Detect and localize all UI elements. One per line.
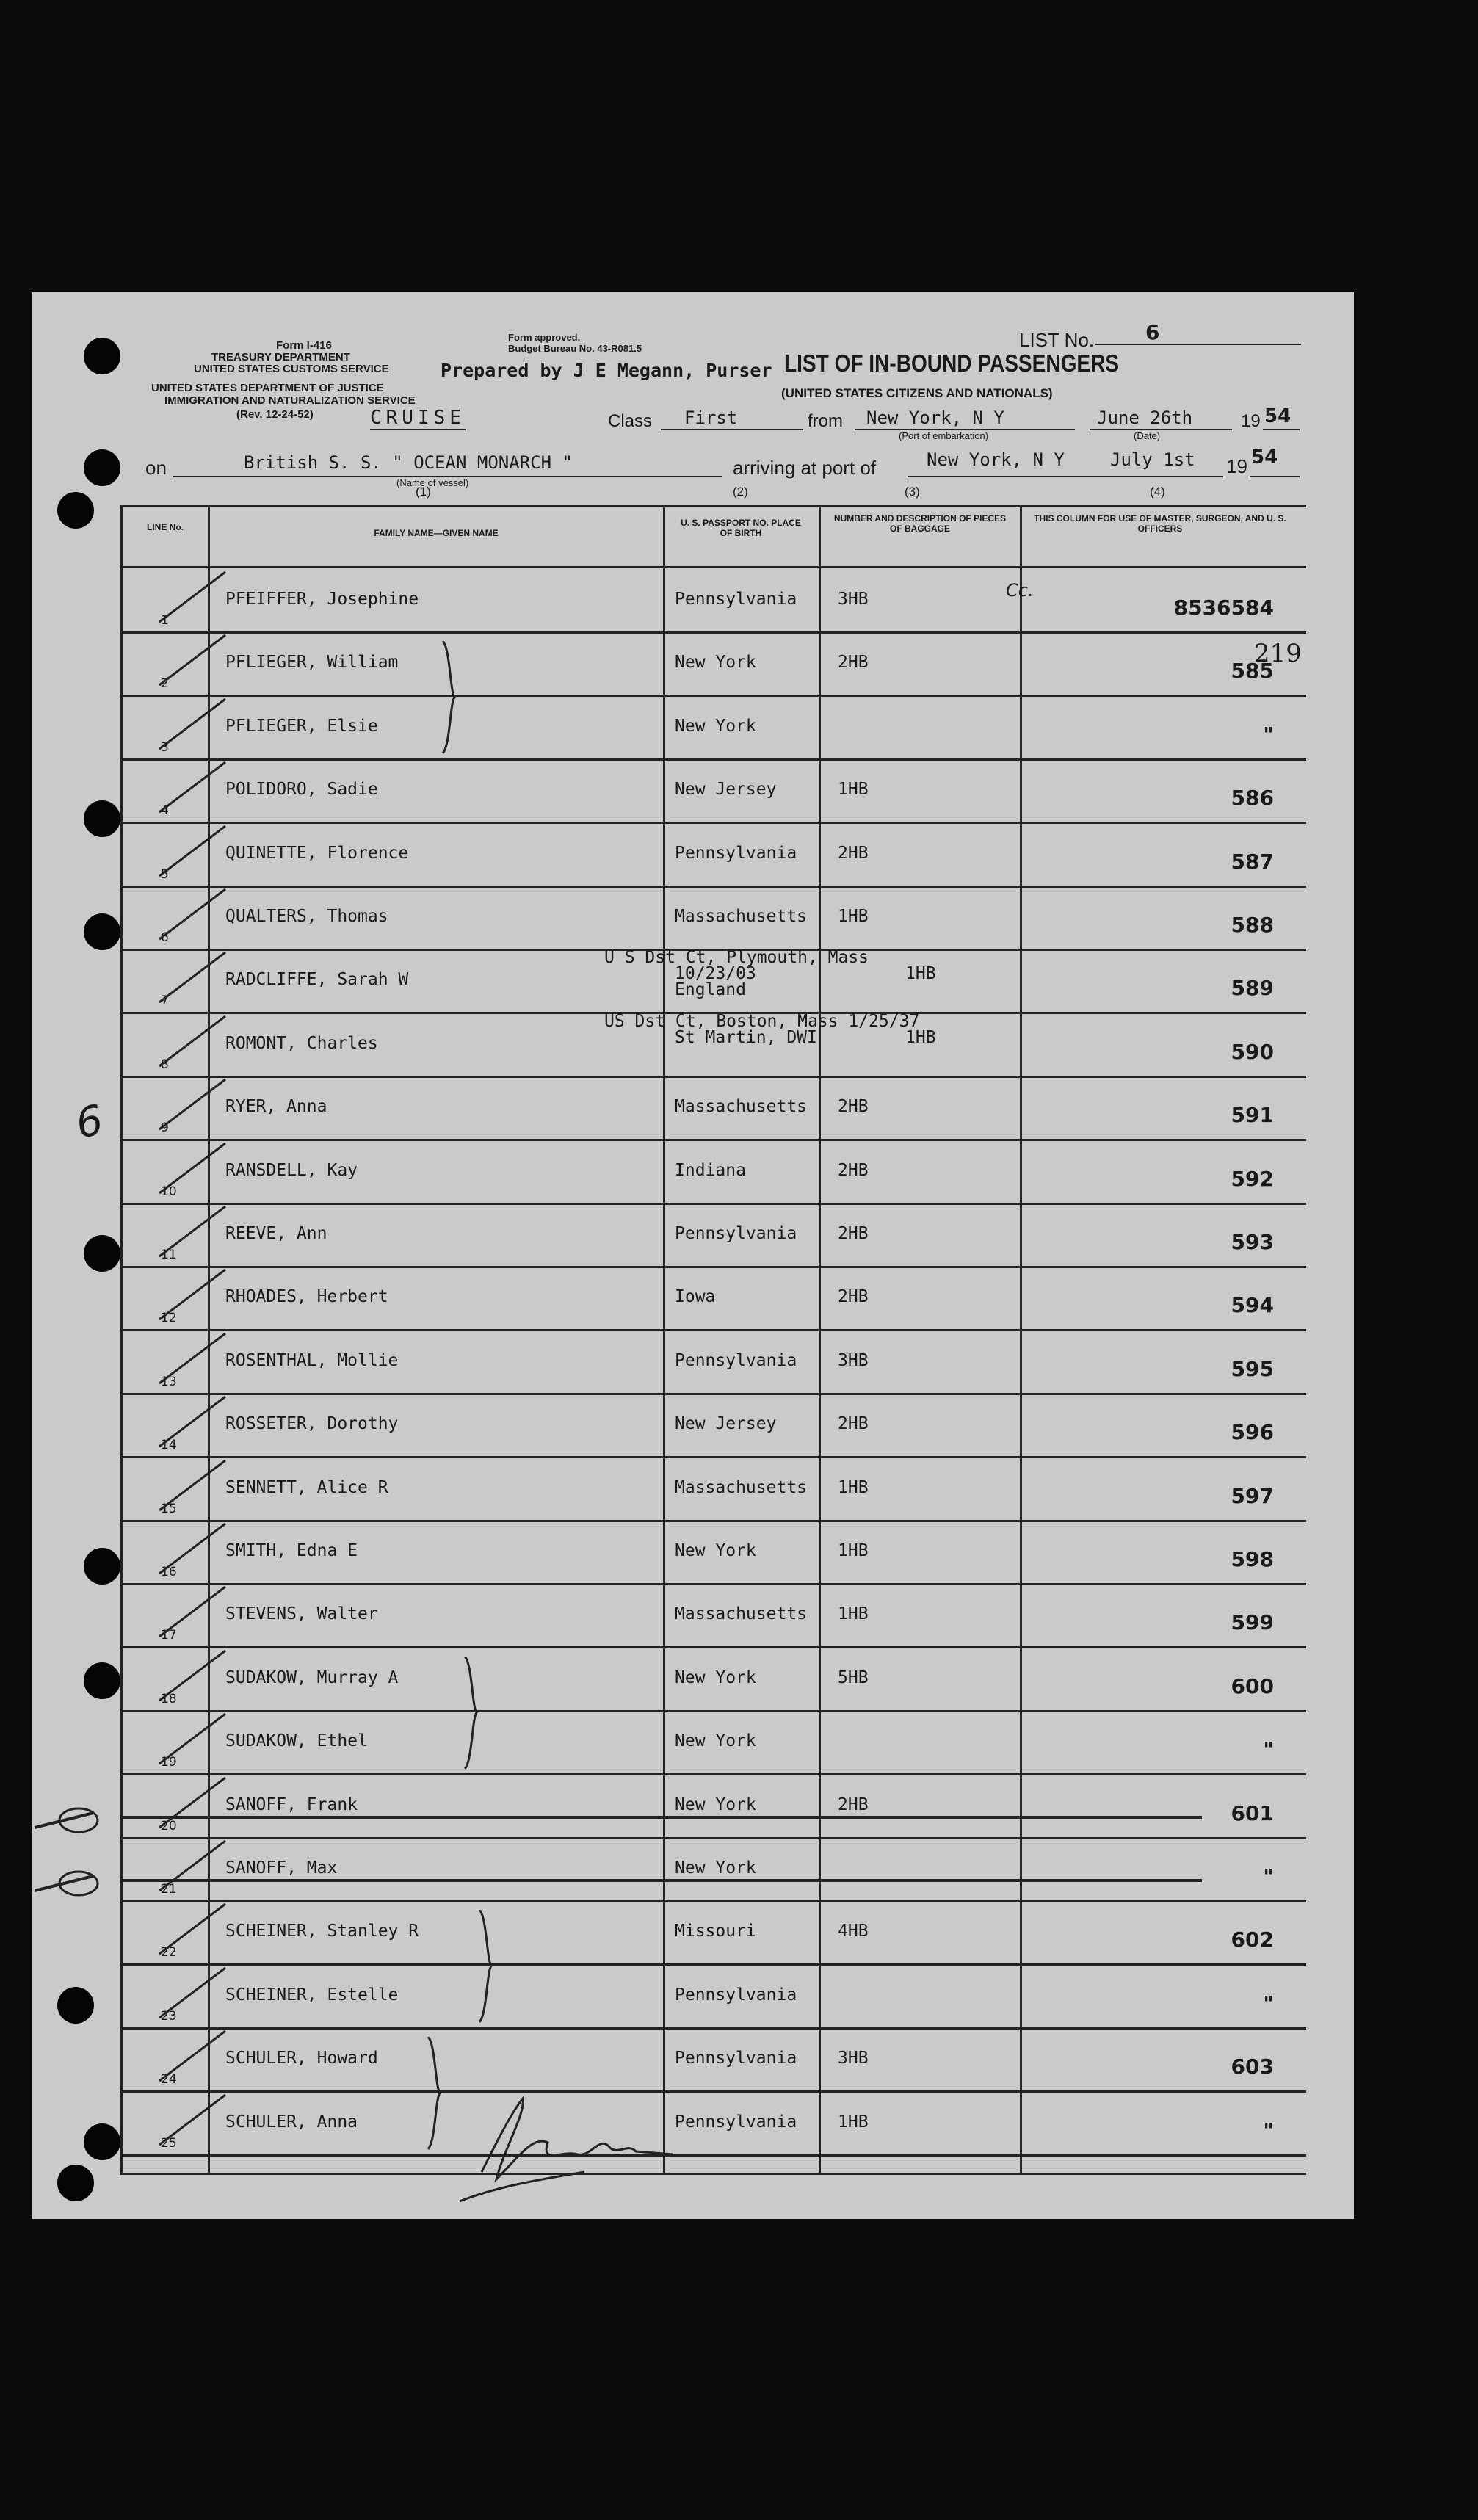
- officer-number: 585: [1231, 659, 1274, 684]
- place-of-birth: New Jersey: [675, 1414, 777, 1434]
- dept-immigration: IMMIGRATION AND NATURALIZATION SERVICE: [164, 394, 416, 407]
- departure-year: 54: [1264, 405, 1292, 427]
- check-mark: [152, 2024, 233, 2090]
- caption-2: (2): [733, 485, 748, 499]
- col-header-officers: THIS COLUMN FOR USE OF MASTER, SURGEON, AND U. S. OFFICERS: [1034, 513, 1286, 534]
- baggage: 1HB: [838, 1477, 869, 1497]
- strike-through: [35, 1791, 1209, 1835]
- place-of-birth: Indiana: [675, 1160, 746, 1180]
- binder-hole: [84, 800, 120, 837]
- baggage: 3HB: [838, 2049, 869, 2068]
- line-number: 23: [161, 2008, 177, 2024]
- line-number: 22: [161, 1945, 177, 1960]
- line-number: 8: [161, 1057, 169, 1072]
- check-mark: [152, 1706, 233, 1773]
- line-number: 16: [161, 1565, 177, 1579]
- passenger-name: SCHULER, Howard: [225, 2049, 378, 2068]
- form-id: Form I-416: [276, 339, 332, 352]
- line-number: 1: [161, 613, 169, 628]
- budget-bureau: Budget Bureau No. 43-R081.5: [508, 343, 642, 354]
- check-mark: [152, 1136, 233, 1202]
- departure-date: June 26th: [1097, 408, 1193, 428]
- place-of-birth: New York: [675, 653, 756, 673]
- passenger-name: ROMONT, Charles: [225, 1033, 378, 1053]
- vessel-caption: (Name of vessel): [396, 477, 469, 488]
- check-mark: [152, 1516, 233, 1582]
- passenger-name: SUDAKOW, Ethel: [225, 1731, 368, 1751]
- officer-number: ": [1263, 2118, 1274, 2143]
- baggage: 2HB: [838, 1795, 869, 1814]
- officer-number: 596: [1231, 1420, 1274, 1445]
- table-row: [123, 1712, 1306, 1775]
- naturalization-date-or-birthplace: St Martin, DWI: [675, 1027, 817, 1047]
- table-row: [123, 1776, 1306, 1839]
- baggage: 1HB: [838, 2112, 869, 2132]
- page-title: LIST OF IN-BOUND PASSENGERS: [784, 350, 1120, 377]
- place-of-birth: Massachusetts: [675, 1604, 808, 1624]
- family-bracket: [424, 2037, 446, 2164]
- baggage: 1HB: [905, 964, 936, 984]
- baggage: 1HB: [838, 1541, 869, 1560]
- place-of-birth: Massachusetts: [675, 907, 808, 926]
- binder-hole: [84, 338, 120, 374]
- place-of-birth: Massachusetts: [675, 1477, 808, 1497]
- table-row: [123, 1142, 1306, 1205]
- arrival-date: July 1st: [1110, 449, 1195, 470]
- officer-number: 597: [1231, 1483, 1274, 1508]
- passenger-name: STEVENS, Walter: [225, 1604, 378, 1624]
- table-row: [123, 1332, 1306, 1395]
- line-number: 15: [161, 1501, 177, 1516]
- check-mark: [152, 1579, 233, 1645]
- baggage: 2HB: [838, 1414, 869, 1434]
- table-row: [123, 1078, 1306, 1141]
- on-label: on: [145, 457, 167, 479]
- officer-number: 589: [1231, 976, 1274, 1001]
- date-line: [1090, 429, 1232, 430]
- line-number: 9: [161, 1120, 169, 1136]
- officer-number: ": [1263, 1737, 1274, 1762]
- arrival-line: [908, 476, 1223, 477]
- officer-number: ": [1263, 1991, 1274, 2016]
- table-row: [123, 1459, 1306, 1522]
- place-of-birth: Pennsylvania: [675, 1350, 797, 1370]
- passenger-name: QUINETTE, Florence: [225, 843, 409, 863]
- table-row: [123, 1585, 1306, 1648]
- check-mark: [152, 945, 233, 1011]
- place-of-birth: New York: [675, 1858, 756, 1878]
- table-row: [123, 1902, 1306, 1966]
- line-number: 17: [161, 1628, 177, 1643]
- check-mark: [152, 1389, 233, 1455]
- table-row: [123, 698, 1306, 761]
- table-row: [123, 1649, 1306, 1712]
- page-number-annotation: 219: [1254, 639, 1302, 668]
- passenger-table: [120, 505, 1306, 2175]
- table-row: [123, 1522, 1306, 1585]
- table-row: [123, 2030, 1306, 2093]
- cc-annotation: Cc.: [1006, 580, 1034, 601]
- from-label: from: [808, 411, 843, 431]
- table-row: [123, 948, 1306, 1014]
- passenger-name: RYER, Anna: [225, 1097, 327, 1117]
- family-bracket: [475, 1910, 497, 2037]
- year-line: [1263, 429, 1300, 430]
- vessel-name: British S. S. " OCEAN MONARCH ": [244, 452, 573, 473]
- baggage: 2HB: [838, 843, 869, 863]
- check-mark: [152, 819, 233, 885]
- line-number: 14: [161, 1438, 177, 1453]
- binder-hole: [84, 1662, 120, 1699]
- binder-hole: [57, 492, 94, 529]
- table-row: [123, 1268, 1306, 1331]
- naturalization-note: US Dst Ct, Boston, Mass 1/25/37: [604, 1011, 920, 1031]
- page-subtitle: (UNITED STATES CITIZENS AND NATIONALS): [781, 386, 1053, 400]
- baggage: 1HB: [905, 1027, 936, 1047]
- caption-4: (4): [1150, 485, 1165, 499]
- place-of-birth: Iowa: [675, 1287, 716, 1307]
- prepared-by: Prepared by J E Megann, Purser: [441, 360, 772, 381]
- list-no: 6: [1145, 320, 1160, 344]
- line-number: 19: [161, 1755, 177, 1770]
- check-mark: [152, 882, 233, 948]
- year-prefix-2: 19: [1226, 455, 1247, 477]
- place-of-birth: New Jersey: [675, 780, 777, 800]
- line-number: 18: [161, 1691, 177, 1706]
- binder-hole: [57, 1987, 94, 2024]
- place-of-birth: New York: [675, 716, 756, 736]
- baggage: 2HB: [838, 1224, 869, 1243]
- baggage: 2HB: [838, 1097, 869, 1117]
- arrival-year: 54: [1251, 446, 1278, 468]
- passenger-name: ROSENTHAL, Mollie: [225, 1350, 399, 1370]
- officer-number: 593: [1231, 1230, 1274, 1254]
- officer-number: 598: [1231, 1547, 1274, 1571]
- class-value: First: [684, 408, 738, 428]
- place-of-birth: Pennsylvania: [675, 1224, 797, 1243]
- header-divider: [123, 566, 1306, 568]
- binder-hole: [84, 2123, 120, 2160]
- table-row: [123, 1966, 1306, 2030]
- passenger-name: REEVE, Ann: [225, 1224, 327, 1243]
- check-mark: [152, 692, 233, 758]
- strike-through: [35, 1854, 1209, 1898]
- passenger-name: SANOFF, Max: [225, 1858, 338, 1878]
- table-row: [123, 825, 1306, 888]
- officer-number: 588: [1231, 913, 1274, 937]
- check-mark: [152, 628, 233, 694]
- baggage: 5HB: [838, 1668, 869, 1687]
- check-mark: [152, 1199, 233, 1265]
- line-number: 7: [161, 993, 169, 1009]
- naturalization-note: U S Dst Ct, Plymouth, Mass: [604, 948, 869, 968]
- officer-number: 601: [1231, 1800, 1274, 1825]
- place-of-birth: Pennsylvania: [675, 590, 797, 609]
- place-of-birth: Pennsylvania: [675, 2049, 797, 2068]
- port-embark-caption: (Port of embarkation): [899, 430, 989, 441]
- check-mark: [152, 1326, 233, 1392]
- place-of-birth: New York: [675, 1731, 756, 1751]
- check-mark: [152, 1453, 233, 1519]
- place-of-birth: Missouri: [675, 1922, 756, 1941]
- place-of-birth: Massachusetts: [675, 1097, 808, 1117]
- passenger-name: RADCLIFFE, Sarah W: [225, 970, 409, 990]
- list-no-line: [1095, 344, 1301, 345]
- officer-number: ": [1263, 722, 1274, 747]
- passenger-name: ROSSETER, Dorothy: [225, 1414, 399, 1434]
- line-number: 11: [161, 1248, 177, 1262]
- passenger-name: SMITH, Edna E: [225, 1541, 358, 1560]
- baggage: 2HB: [838, 1287, 869, 1307]
- baggage: 1HB: [838, 1604, 869, 1624]
- officer-number: 592: [1231, 1166, 1274, 1191]
- table-row: [123, 1839, 1306, 1902]
- table-row: [123, 571, 1306, 634]
- line-number: 12: [161, 1311, 177, 1326]
- line-number: 2: [161, 676, 169, 692]
- passenger-name: PFLIEGER, William: [225, 653, 399, 673]
- passenger-name: PFEIFFER, Josephine: [225, 590, 419, 609]
- baggage: 2HB: [838, 653, 869, 673]
- check-mark: [152, 1960, 233, 2027]
- year-line-2: [1250, 476, 1300, 477]
- binder-hole: [57, 2165, 94, 2201]
- officer-number: 586: [1231, 786, 1274, 811]
- line-number: 3: [161, 739, 169, 755]
- baggage: 1HB: [838, 907, 869, 926]
- passenger-name: QUALTERS, Thomas: [225, 907, 388, 926]
- form-approved: Form approved.: [508, 332, 581, 343]
- check-mark: [152, 565, 233, 631]
- officer-number: 602: [1231, 1927, 1274, 1952]
- line-number: 5: [161, 866, 169, 882]
- officer-number: 599: [1231, 1610, 1274, 1635]
- date-caption: (Date): [1134, 430, 1161, 441]
- dept-customs: UNITED STATES CUSTOMS SERVICE: [194, 363, 389, 375]
- dept-justice: UNITED STATES DEPARTMENT OF JUSTICE: [151, 382, 384, 394]
- binder-hole: [84, 1548, 120, 1585]
- col-header-name: FAMILY NAME—GIVEN NAME: [374, 528, 499, 538]
- officer-number: 590: [1231, 1039, 1274, 1064]
- from-port: New York, N Y: [866, 408, 1004, 428]
- cruise-label: CRUISE: [370, 407, 466, 429]
- line-number: 10: [161, 1184, 177, 1199]
- passenger-name: SCHEINER, Stanley R: [225, 1922, 419, 1941]
- passenger-name: POLIDORO, Sadie: [225, 780, 378, 800]
- table-row: [123, 761, 1306, 824]
- passenger-name: SCHULER, Anna: [225, 2112, 358, 2132]
- col-header-baggage: NUMBER AND DESCRIPTION OF PIECES OF BAGGAGE: [833, 513, 1007, 534]
- family-bracket: [460, 1657, 482, 1784]
- margin-annotation: 6: [71, 1096, 108, 1148]
- check-mark: [152, 1262, 233, 1328]
- col-header-line: LINE No.: [147, 522, 184, 532]
- baggage: 3HB: [838, 1350, 869, 1370]
- check-mark: [152, 2088, 233, 2154]
- officer-number: 595: [1231, 1356, 1274, 1381]
- passenger-name: SANOFF, Frank: [225, 1795, 358, 1814]
- naturalization-date-or-birthplace: 10/23/03: [675, 964, 756, 984]
- arriving-label: arriving at port of: [733, 457, 877, 479]
- officer-number: 8536584: [1173, 595, 1274, 620]
- officer-number: 603: [1231, 2054, 1274, 2079]
- passenger-name: SCHEINER, Estelle: [225, 1985, 399, 2005]
- place-of-birth: New York: [675, 1795, 756, 1814]
- check-mark: [152, 1072, 233, 1138]
- birthplace: England: [675, 980, 746, 1000]
- binder-hole: [84, 449, 120, 486]
- line-number: 6: [161, 930, 169, 945]
- baggage: 1HB: [838, 780, 869, 800]
- officer-number: ": [1263, 1864, 1274, 1889]
- officer-number: 587: [1231, 849, 1274, 874]
- passenger-name: PFLIEGER, Elsie: [225, 716, 378, 736]
- passenger-name: RHOADES, Herbert: [225, 1287, 388, 1307]
- line-number: 24: [161, 2072, 177, 2088]
- binder-hole: [84, 913, 120, 950]
- arrival-port: New York, N Y: [927, 449, 1065, 470]
- list-label: LIST No.: [1019, 329, 1095, 351]
- form-revision: (Rev. 12-24-52): [236, 408, 314, 421]
- check-mark: [152, 1897, 233, 1963]
- passenger-name: SUDAKOW, Murray A: [225, 1668, 399, 1687]
- line-number: 21: [161, 1882, 177, 1897]
- binder-hole: [84, 1235, 120, 1272]
- year-prefix: 19: [1241, 411, 1261, 431]
- check-mark: [152, 1009, 233, 1075]
- check-mark: [152, 1643, 233, 1709]
- line-number: 4: [161, 803, 169, 819]
- table-row: [123, 634, 1306, 697]
- place-of-birth: Pennsylvania: [675, 1985, 797, 2005]
- officer-number: 591: [1231, 1103, 1274, 1128]
- signature-scribble: [452, 2084, 687, 2209]
- table-row: [123, 1011, 1306, 1078]
- table-row: [123, 1395, 1306, 1458]
- passenger-name: SENNETT, Alice R: [225, 1477, 388, 1497]
- table-row: [123, 2093, 1306, 2157]
- caption-3: (3): [905, 485, 920, 499]
- family-bracket: [438, 641, 460, 768]
- col-header-passport: U. S. PASSPORT NO. PLACE OF BIRTH: [681, 518, 801, 538]
- row-divider: [123, 2154, 1306, 2157]
- caption-1: (1): [416, 485, 431, 499]
- dept-treasury: TREASURY DEPARTMENT: [211, 351, 350, 363]
- place-of-birth: Pennsylvania: [675, 843, 797, 863]
- officer-number: 594: [1231, 1293, 1274, 1318]
- baggage: 4HB: [838, 1922, 869, 1941]
- place-of-birth: Pennsylvania: [675, 2112, 797, 2132]
- line-number: 20: [161, 1818, 177, 1833]
- baggage: 3HB: [838, 590, 869, 609]
- passenger-name: RANSDELL, Kay: [225, 1160, 358, 1180]
- class-label: Class: [608, 411, 653, 431]
- class-line: [661, 429, 803, 430]
- table-row: [123, 888, 1306, 951]
- place-of-birth: New York: [675, 1541, 756, 1560]
- officer-number: 600: [1231, 1673, 1274, 1698]
- line-number: 25: [161, 2135, 177, 2151]
- baggage: 2HB: [838, 1160, 869, 1180]
- table-row: [123, 1205, 1306, 1268]
- place-of-birth: New York: [675, 1668, 756, 1687]
- check-mark: [152, 755, 233, 821]
- line-number: 13: [161, 1374, 177, 1389]
